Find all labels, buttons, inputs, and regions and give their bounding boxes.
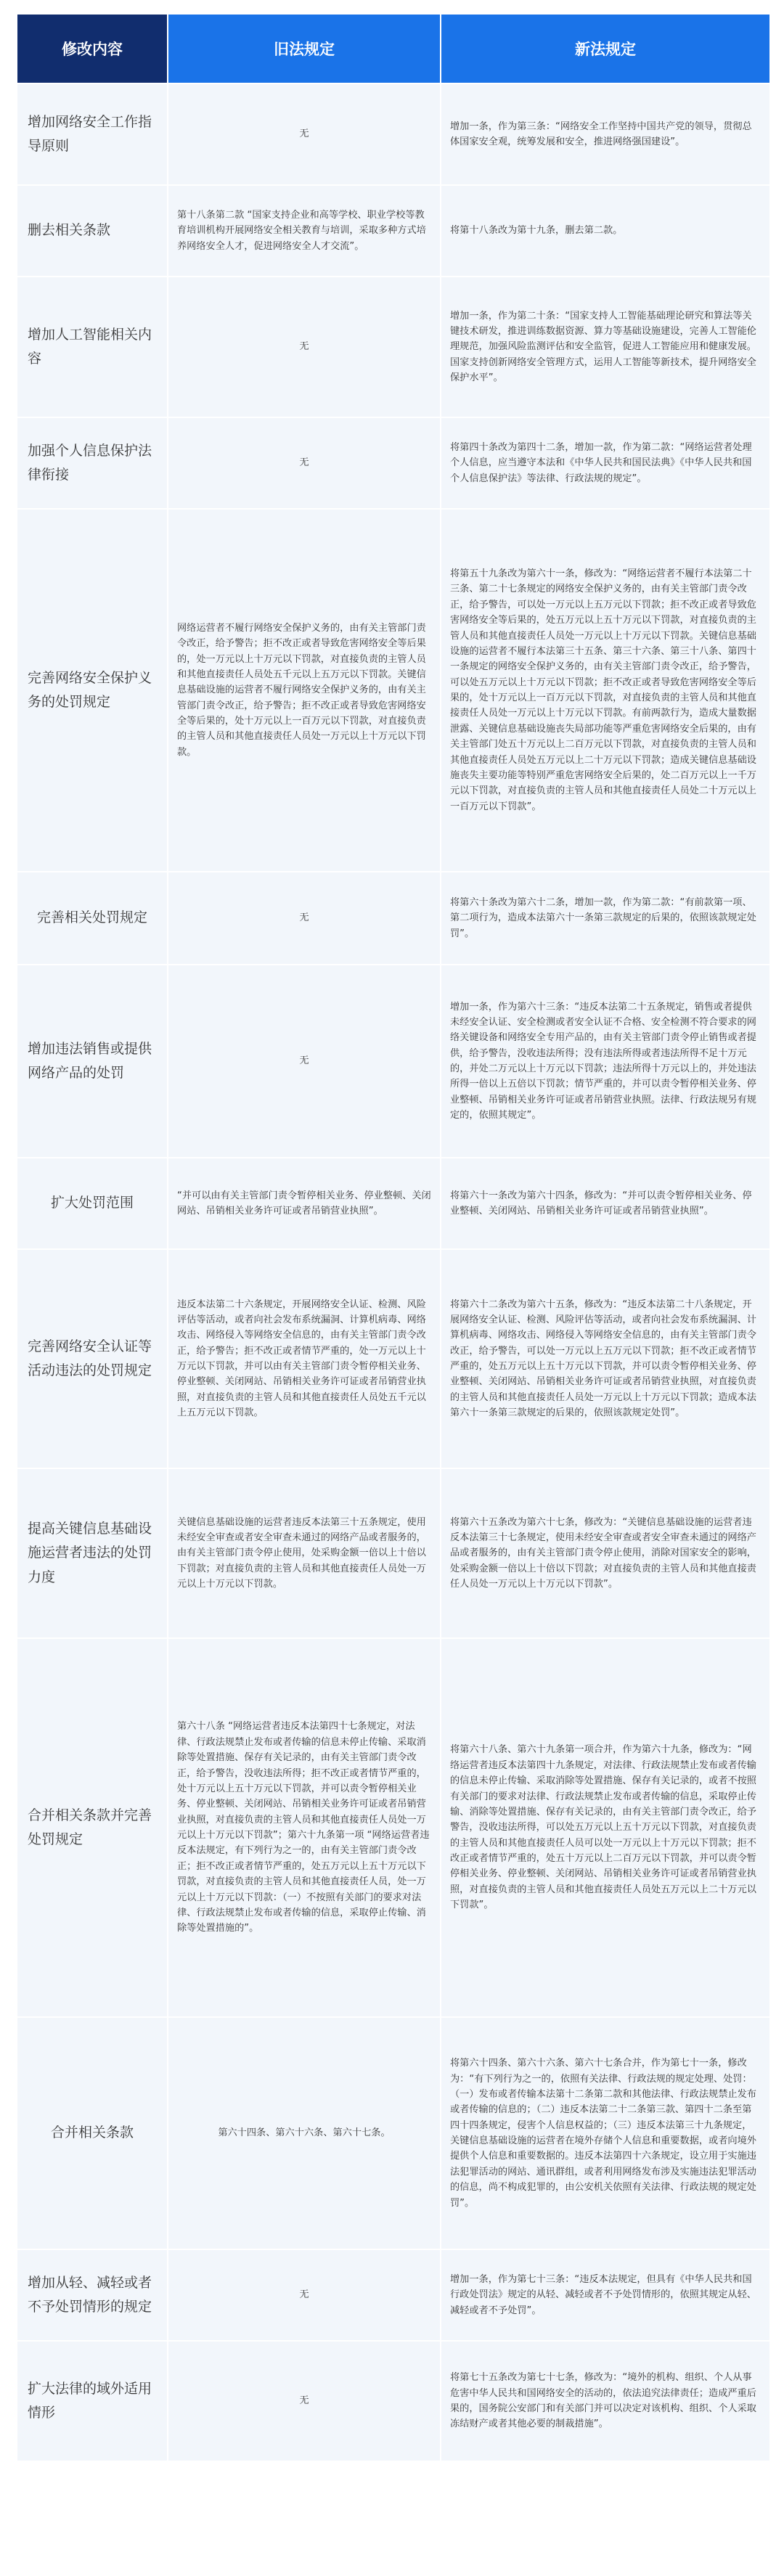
row-item: 增加从轻、减轻或者不予处罚情形的规定 <box>17 2250 167 2340</box>
row-item: 完善相关处罚规定 <box>17 872 167 964</box>
header-modification: 修改内容 <box>17 15 167 83</box>
row-item: 增加网络安全工作指导原则 <box>17 84 167 184</box>
row-item: 增加人工智能相关内容 <box>17 277 167 417</box>
row-item: 完善网络安全认证等活动违法的处罚规定 <box>17 1250 167 1468</box>
table-row <box>17 186 769 276</box>
row-old: 无 <box>168 418 440 508</box>
table-row <box>17 1639 769 2016</box>
row-item: 扩大法律的域外适用情形 <box>17 2342 167 2461</box>
row-new: 增加一条，作为第六十三条：“违反本法第二十五条规定，销售或者提供未经安全认证、安全检测或者安全认证不合格、安全检测不符合要求的网络关键设备和网络安全专用产品的，由有关主管部门责令停止销售或者提供，给予警告，没收违法所得；没有违法所得或者违法所得不足十万元的，并处二万元以上十万元以下罚款；违法所得十万元以上的，并处违法所得一倍以上五倍以下罚款；情节严重的，并可以责令暂停相关业务、停业整顿、吊销相关业务许可证或者吊销营业执照。法律、行政法规另有规定的，依照其规定”。 <box>441 965 769 1157</box>
row-new: 将第六十二条改为第六十五条，修改为：“违反本法第二十八条规定，开展网络安全认证、检测、风险评估等活动，或者向社会发布系统漏洞、计算机病毒、网络攻击、网络侵入等网络安全信息的，由有关主管部门责令改正，给予警告，可以处一万元以上五万元以下罚款；拒不改正或者情节严重的，处五万元以上五十万元以下罚款，并可以责令暂停相关业务、停业整顿、关闭网站、吊销相关业务许可证或者吊销营业执照，对直接负责的主管人员和其他直接责任人员处一万元以上十万元以下罚款；造成本法第六十一条第三款规定的后果的，依照该款规定处罚”。 <box>441 1250 769 1468</box>
row-item: 增加违法销售或提供网络产品的处罚 <box>17 965 167 1157</box>
table-header-row <box>17 15 769 83</box>
comparison-table <box>16 13 771 2462</box>
row-new: 增加一条，作为第七十三条：“违反本法规定，但具有《中华人民共和国行政处罚法》规定的从轻、减轻或者不予处罚情形的，依照其规定从轻、减轻或者不予处罚”。 <box>441 2250 769 2340</box>
row-old: “并可以由有关主管部门责令暂停相关业务、停业整顿、关闭网站、吊销相关业务许可证或者吊销营业执照”。 <box>168 1158 440 1248</box>
row-item: 扩大处罚范围 <box>17 1158 167 1248</box>
row-old: 第十八条第二款 “国家支持企业和高等学校、职业学校等教育培训机构开展网络安全相关教育与培训，采取多种方式培养网络安全人才，促进网络安全人才交流”。 <box>168 186 440 276</box>
row-new: 将第六十五条改为第六十七条，修改为：“关键信息基础设施的运营者违反本法第三十七条规定，使用未经安全审查或者安全审查未通过的网络产品或者服务的，由有关主管部门责令停止使用，消除对国家安全的影响，处采购金额一倍以上十倍以下罚款；对直接负责的主管人员和其他直接责任人员处一万元以上十万元以下罚款”。 <box>441 1469 769 1637</box>
table-row <box>17 872 769 964</box>
row-new: 将第六十条改为第六十二条，增加一款，作为第二款：“有前款第一项、第二项行为，造成本法第六十一条第三款规定的后果的，依照该款规定处罚”。 <box>441 872 769 964</box>
row-old: 无 <box>168 84 440 184</box>
row-old: 无 <box>168 2250 440 2340</box>
row-new: 将第六十一条改为第六十四条，修改为：“并可以责令暂停相关业务、停业整顿、关闭网站、吊销相关业务许可证或者吊销营业执照”。 <box>441 1158 769 1248</box>
row-item: 加强个人信息保护法律衔接 <box>17 418 167 508</box>
row-new: 增加一条，作为第二十条：“国家支持人工智能基础理论研究和算法等关键技术研发，推进训练数据资源、算力等基础设施建设，完善人工智能伦理规范，加强风险监测评估和安全监管，促进人工智能应用和健康发展。国家支持创新网络安全管理方式，运用人工智能等新技术，提升网络安全保护水平”。 <box>441 277 769 417</box>
row-new: 将第五十九条改为第六十一条，修改为：“网络运营者不履行本法第二十三条、第二十七条规定的网络安全保护义务的，由有关主管部门责令改正，给予警告，可以处一万元以上五万元以下罚款；拒不改正或者导致危害网络安全等后果的，处五万元以上五十万元以下罚款，对直接负责的主管人员和其他直接责任人员处一万元以上十万元以下罚款。关键信息基础设施的运营者不履行本法第三十五条、第三十六条、第三十八条、第四十一条规定的网络安全保护义务的，由有关主管部门责令改正，给予警告，可以处五万元以上十万元以下罚款；拒不改正或者导致危害网络安全等后果的，处十万元以上一百万元以下罚款，对直接负责的主管人员和其他直接责任人员处一万元以上十万元以下罚款。有前两款行为，造成大量数据泄露、关键信息基础设施丧失局部功能等严重危害网络安全后果的，由有关主管部门处五十万元以上二百万元以下罚款，对直接负责的主管人员和其他直接责任人员处五万元以上二十万元以下罚款；造成关键信息基础设施丧失主要功能等特别严重危害网络安全后果的，处二百万元以上一千万元以下罚款，对直接负责的主管人员和其他直接责任人员处二十万元以上一百万元以下罚款”。 <box>441 510 769 871</box>
table-row <box>17 277 769 417</box>
row-new: 增加一条，作为第三条：“网络安全工作坚持中国共产党的领导，贯彻总体国家安全观，统筹发展和安全，推进网络强国建设”。 <box>441 84 769 184</box>
table-row <box>17 1469 769 1637</box>
row-old: 关键信息基础设施的运营者违反本法第三十五条规定，使用未经安全审查或者安全审查未通过的网络产品或者服务的，由有关主管部门责令停止使用，处采购金额一倍以上十倍以下罚款；对直接负责的主管人员和其他直接责任人员处一万元以上十万元以下罚款。 <box>168 1469 440 1637</box>
row-new: 将第六十八条、第六十九条第一项合并，作为第六十九条，修改为：“网络运营者违反本法第四十九条规定，对法律、行政法规禁止发布或者传输的信息未停止传输、采取消除等处置措施、保存有关记录的，或者不按照有关部门的要求对法律、行政法规禁止发布或者传输的信息，采取停止传输、消除等处置措施、保存有关记录的，由有关主管部门责令改正，给予警告，没收违法所得，可以处五万元以上五十万元以下罚款，对直接负责的主管人员和其他直接责任人员可以处一万元以上十万元以下罚款；拒不改正或者情节严重的，处五十万元以上二百万元以下罚款，并可以责令暂停相关业务、停业整顿、关闭网站、吊销相关业务许可证或者吊销营业执照，对直接负责的主管人员和其他直接责任人员处五万元以上二十万元以下罚款”。 <box>441 1639 769 2016</box>
row-item: 合并相关条款 <box>17 2018 167 2249</box>
table-row <box>17 418 769 508</box>
row-new: 将第四十条改为第四十二条，增加一款，作为第二款：“网络运营者处理个人信息，应当遵守本法和《中华人民共和国民法典》《中华人民共和国个人信息保护法》等法律、行政法规的规定”。 <box>441 418 769 508</box>
table-row <box>17 84 769 184</box>
table-row <box>17 1250 769 1468</box>
table-row <box>17 1158 769 1248</box>
row-old: 网络运营者不履行网络安全保护义务的，由有关主管部门责令改正，给予警告；拒不改正或者导致危害网络安全等后果的，处一万元以上十万元以下罚款，对直接负责的主管人员和其他直接责任人员处五千元以上五万元以下罚款。关键信息基础设施的运营者不履行网络安全保护义务的，由有关主管部门责令改正，给予警告；拒不改正或者导致危害网络安全等后果的，处十万元以上一百万元以下罚款，对直接负责的主管人员和其他直接责任人员处一万元以上十万元以下罚款。 <box>168 510 440 871</box>
row-item: 提高关键信息基础设施运营者违法的处罚力度 <box>17 1469 167 1637</box>
table-row <box>17 510 769 871</box>
row-item: 合并相关条款并完善处罚规定 <box>17 1639 167 2016</box>
row-old: 无 <box>168 2342 440 2461</box>
table-row <box>17 2018 769 2249</box>
table-row <box>17 2250 769 2340</box>
row-new: 将第十八条改为第十九条，删去第二款。 <box>441 186 769 276</box>
row-old: 第六十四条、第六十六条、第六十七条。 <box>168 2018 440 2249</box>
row-old: 无 <box>168 277 440 417</box>
row-old: 无 <box>168 965 440 1157</box>
row-new: 将第七十五条改为第七十七条，修改为：“境外的机构、组织、个人从事危害中华人民共和国网络安全的活动的，依法追究法律责任；造成严重后果的，国务院公安部门和有关部门并可以决定对该机构、组织、个人采取冻结财产或者其他必要的制裁措施”。 <box>441 2342 769 2461</box>
row-new: 将第六十四条、第六十六条、第六十七条合并，作为第七十一条，修改为：“有下列行为之一的，依照有关法律、行政法规的规定处理、处罚：（一）发布或者传输本法第十二条第二款和其他法律、行政法规禁止发布或者传输的信息的；（二）违反本法第二十二条第三款、第四十二条至第四十四条规定，侵害个人信息权益的；（三）违反本法第三十九条规定，关键信息基础设施的运营者在境外存储个人信息和重要数据，或者向境外提供个人信息和重要数据的。违反本法第四十六条规定，设立用于实施违法犯罪活动的网站、通讯群组，或者利用网络发布涉及实施违法犯罪活动的信息，尚不构成犯罪的，由公安机关依照有关法律、行政法规的规定处罚”。 <box>441 2018 769 2249</box>
row-old: 违反本法第二十六条规定，开展网络安全认证、检测、风险评估等活动，或者向社会发布系统漏洞、计算机病毒、网络攻击、网络侵入等网络安全信息的，由有关主管部门责令改正，给予警告；拒不改正或者情节严重的，处一万元以上十万元以下罚款，并可以由有关主管部门责令暂停相关业务、停业整顿、关闭网站、吊销相关业务许可证或者吊销营业执照，对直接负责的主管人员和其他直接责任人员处五千元以上五万元以下罚款。 <box>168 1250 440 1468</box>
table-row <box>17 965 769 1157</box>
header-old-law: 旧法规定 <box>168 15 440 83</box>
table-row <box>17 2342 769 2461</box>
header-new-law: 新法规定 <box>441 15 769 83</box>
row-old: 无 <box>168 872 440 964</box>
row-old: 第六十八条 “网络运营者违反本法第四十七条规定，对法律、行政法规禁止发布或者传输的信息未停止传输、采取消除等处置措施、保存有关记录的，由有关主管部门责令改正，给予警告，没收违法所得；拒不改正或者情节严重的，处十万元以上五十万元以下罚款，并可以责令暂停相关业务、停业整顿、关闭网站、吊销相关业务许可证或者吊销营业执照，对直接负责的主管人员和其他直接责任人员处一万元以上十万元以下罚款”；第六十九条第一项 “网络运营者违反本法规定，有下列行为之一的，由有关主管部门责令改正；拒不改正或者情节严重的，处五万元以上五十万元以下罚款，对直接负责的主管人员和其他直接责任人员，处一万元以上十万元以下罚款：（一）不按照有关部门的要求对法律、行政法规禁止发布或者传输的信息，采取停止传输、消除等处置措施的”。 <box>168 1639 440 2016</box>
row-item: 完善网络安全保护义务的处罚规定 <box>17 510 167 871</box>
row-item: 删去相关条款 <box>17 186 167 276</box>
